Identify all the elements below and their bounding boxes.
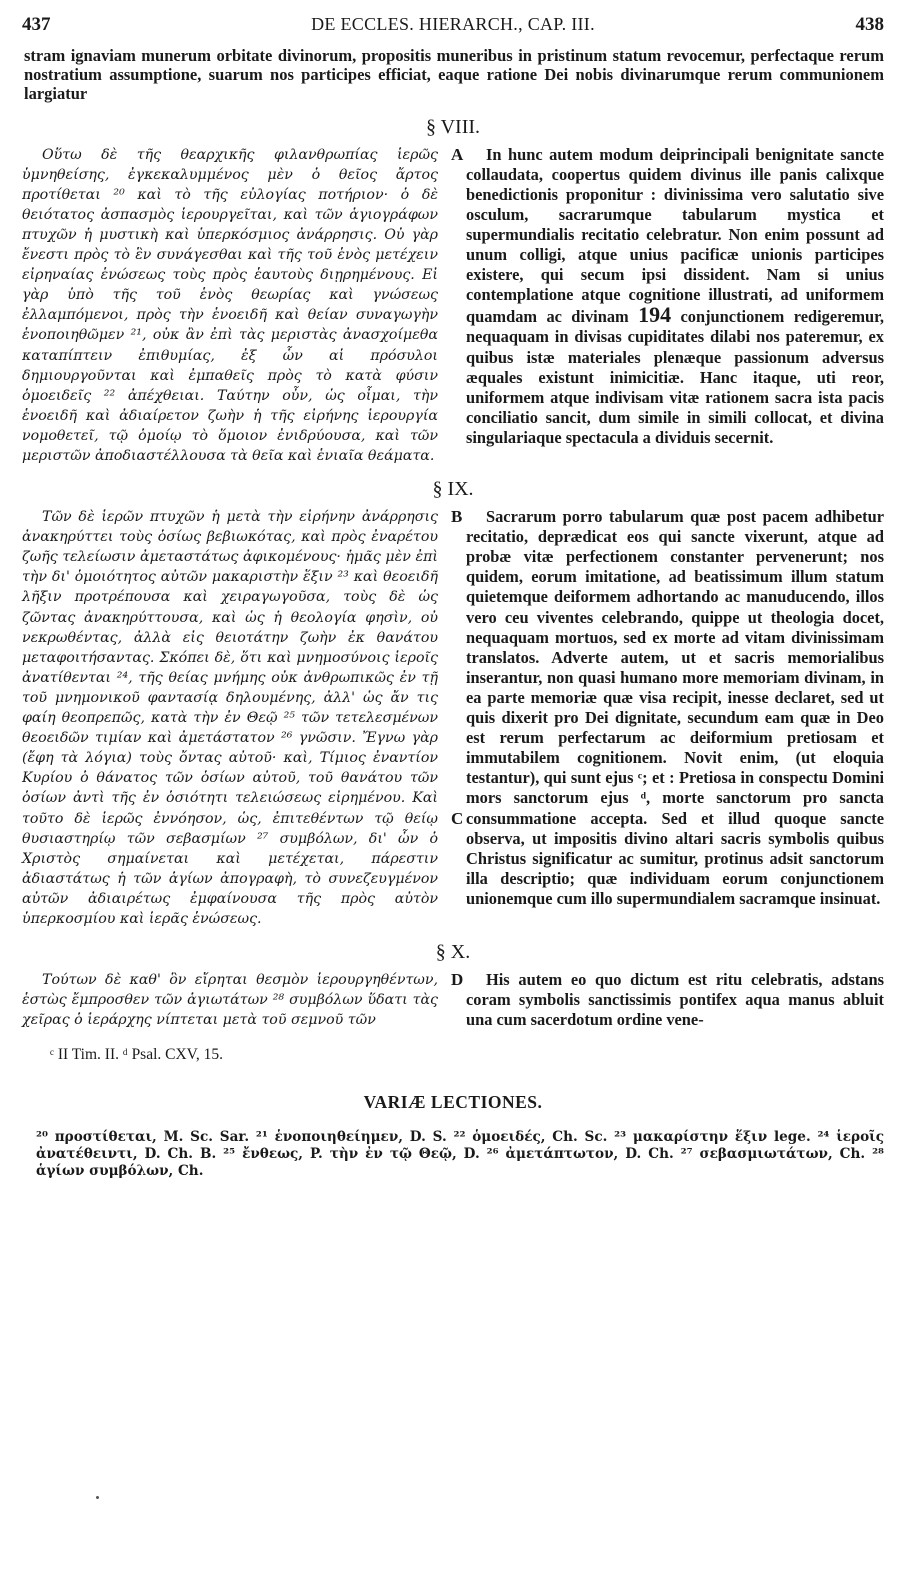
margin-marker-a: A (451, 144, 464, 164)
latin-column-x (466, 970, 884, 1030)
ink-speck (96, 1496, 99, 1499)
latin-text-part: conjunctionem redigeremur, nequaquam in divisas cupiditates dilabi nos pateremur, ex quibus istæ materiales plenæque passionum adversus æquales existunt inimicitiæ. Hanc itaque, uti reor, uniformem atque indivisam vitæ rationem sacra ista pacis conciliatio sancit, dum simile in simili collocat, et divina singulariaque spectacula a dividuis secernit. (466, 307, 884, 447)
margin-marker-c: C (451, 809, 464, 829)
section-heading-x: § X. (435, 941, 471, 964)
latin-column-ix (466, 507, 884, 929)
latin-column-viii (466, 145, 884, 467)
greek-text: Τούτων δὲ καθ' ὃν εἴρηται θεσμὸν ἱερουργηθέντων, ἑστὼς ἔμπροσθεν τῶν ἁγιωτάτων ²⁸ συμβόλων ὕδατι τὰς χεῖρας ὁ ἱεράρχης νίπτεται μετὰ τοῦ σεμνοῦ τῶν (22, 972, 438, 1029)
greek-text: Τῶν δὲ ἱερῶν πτυχῶν ἡ μετὰ τὴν εἰρήνην ἀνάρρησις ἀνακηρύττει τοὺς ὁσίως βεβιωκότας, καὶ πρὸς ἐναρέτου ζωῆς τελείωσιν ἀμεταστάτως ἀφικομένους· ἡμᾶς μὲν ἐπὶ τὴν δι' ὁμοιότητος αὐτῶν μακαριστὴν ἕξιν ²³ καὶ θεοειδῆ λῆξιν προτρέπουσα καὶ χειραγωγοῦσα, τοὺς δὲ ὡς ζῶντας ἀνακηρύττουσα, καὶ ὡς ἡ θεολογία φησὶν, οὐ νεκρωθέντας, ἀλλὰ εἰς θειοτάτην ζωὴν ἐκ θανάτου μεταφοιτήσαντας. Σκόπει δὲ, ὅτι καὶ μνημοσύνοις ἱεροῖς ἀνατίθενται ²⁴, τῆς θείας μνήμης οὐκ ἀνθρωπικῶς ἐν τῇ τοῦ μνημονικοῦ φαντασίᾳ δηλουμένης, ἀλλ' ὡς ἄν τις φαίη θεοπρεπῶς, κατὰ τὴν ἐν Θεῷ ²⁵ τῶν τετελεσμένων θεοειδῶν τιμίαν καὶ ἀμετάστατον ²⁶ γνῶσιν. Ἔγνω γὰρ (ἔφη τὰ λόγια) τοὺς ὄντας αὐτοῦ· καὶ, Τίμιος ἐναντίον Κυρίου ὁ θάνατος τῶν ὁσίων αὐτοῦ, τοῦ θανάτου τῶν ὁσίων ἀντὶ τῆς ἐν ὁσιότητι τελειώσεως εἰρημένου. Καὶ τοῦτο δὲ ἱερῶς ἐννόησον, ὡς, ἐπιτεθέντων τῷ θείῳ θυσιαστηρίῳ τῶν σεβασμίων ²⁷ συμβόλων, δι' ὧν ὁ Χριστὸς σημαίνεται καὶ μετέχεται, πάρεστιν ἀδιαστάτως ἡ τῶν ἁγίων ἀπογραφὴ, τὸ συνεζευγμένον αὐτῶν ἀδιαιρέτως ἐμφαίνουσα τῆς πρὸς αὐτὸν ὑπερκοσμίου καὶ ἱερᾶς ἑνώσεως. (22, 509, 438, 927)
greek-column-x (22, 970, 438, 1030)
right-page-number: 438 (855, 14, 884, 35)
greek-column-ix (22, 507, 438, 929)
greek-text: Οὕτω δὲ τῆς θεαρχικῆς φιλανθρωπίας ἱερῶς ὑμνηθείσης, ἐγκεκαλυμμένος μὲν ὁ θεῖος ἄρτος προτίθεται ²⁰ καὶ τὸ τῆς εὐλογίας ποτήριον· ὁ δὲ θειότατος ἀσπασμὸς ἱερουργεῖται, καὶ τῶν ἁγιογράφων πτυχῶν ἡ μυστικὴ καὶ ὑπερκόσμιος ἀνάρρησις. Οὐ γὰρ ἔνεστι πρὸς τὸ ἓν συνάγεσθαι καὶ τῆς τοῦ ἑνὸς μετέχειν εἰρηναίας ἑνώσεως τοὺς πρὸς ἑαυτοὺς διῃρημένους. Εἰ γὰρ ὑπὸ τῆς τοῦ ἑνὸς θεωρίας καὶ γνώσεως ἐλλαμπόμενοι, πρὸς τὴν ἑνοειδῆ καὶ θείαν συναγωγὴν ἑνοποιηθῶμεν ²¹, οὐκ ἂν ἐπὶ τὰς μεριστὰς ἀνασχοίμεθα καταπίπτειν ἐπιθυμίας, ἐξ ὧν αἱ πρόσυλοι δημιουργοῦνται καὶ ἐμπαθεῖς πρὸς τὸ κατὰ φύσιν ὁμοειδεῖς ²² ἀπέχθειαι. Ταύτην οὖν, ὡς οἶμαι, τὴν ἑνοειδῆ καὶ ἀδιαίρετον ζωὴν ἡ τῆς εἰρήνης ἱερουργία νομοθετεῖ, τῷ ὁμοίῳ τὸ ὅμοιον ἐνιδρύουσα, καὶ τῶν μεριστῶν ἀποδιαστέλλουσα τὰ θεῖα καὶ ἑνιαῖα θεάματα. (22, 146, 438, 465)
greek-column-viii (22, 145, 438, 467)
column-number: 194 (638, 302, 672, 328)
latin-text-part: In hunc autem modum deiprincipali benignitate sancte collaudata, coopertus quidem divinus ille panis calixque benedictionis proponitur : divinissima vero salutatio sive osculum, sacrarumque tabularum mystica et supermundialis recitatio celebratur. Non enim possunt ad unum colligi, atque unius pacificæ unionis participes existere, qui secum ipsi dissident. Nam si unius contemplatione atque cognitione illustrati, ad uniformem quamdam ac divinam (466, 144, 884, 327)
variae-lectiones-title: VARIÆ LECTIONES. (363, 1092, 543, 1113)
margin-marker-d: D (451, 970, 464, 990)
section-viii-columns (22, 144, 884, 526)
section-x-columns (22, 970, 884, 1030)
variae-lectiones-text: ²⁰ προστίθεται, M. Sc. Sar. ²¹ ἑνοποιηθείημεν, D. S. ²² ὁμοειδές, Ch. Sc. ²³ μακαρίστην ἕξιν lege. ²⁴ ἱεροῖς ἀνατέθειντι, D. Ch. B. ²⁵ ἔνθεως, P. τὴν ἐν τῷ Θεῷ, D. ²⁶ ἀμετάπτωτον, D. Ch. ²⁷ σεβασμιωτάτων, Ch. ²⁸ ἁγίων συμβόλων, Ch. (36, 1129, 884, 1180)
left-page-number: 437 (22, 14, 51, 35)
latin-text: Sacrarum porro tabularum quæ post pacem adhibetur recitatio, deprædicat eos qui sancte vixerunt, atque ad probæ vitæ perfectionem constanter pervenerunt; nos quidem, eorum imitatione, ad beatissimum illum statum quietemque deiformem adhortando ac manuducendo, illos vero ceu viventes celebrando, quippe ut theologia docet, nequaquam mortuos, sed ex morte ad vitam divinissimam translatos. Adverte autem, ut et sacris memorialibus inserantur, non quasi humano more memoriam divinam, in ea parte memoriæ quæ visa recipit, inesse declaret, sed ut quis dixerit pro Dei dignitate, secundum eam quæ in Deo est rerum perfectarum ac deiformium pretiosam et immutabilem cognitionem. Novit enim, (ut eloquia testantur), qui sunt ejus ᶜ; et : Pretiosa in conspectu Domini mors sanctorum ejus ᵈ, morte sanctorum pro sancta consummatione accepta. Sed et illud quoque sancte observa, ut impositis divino altari sacris symbolis quibus Christus significatur ac sumitur, protinus adsit sanctorum illa descriptio; quæ individuam eorum conjunctionem unionemque cum illo supermundialem sacramque insinuat. (466, 507, 884, 908)
running-title: DE ECCLES. HIERARCH., CAP. III. (311, 14, 595, 34)
latin-text (466, 145, 884, 448)
latin-text: His autem eo quo dictum est ritu celebratis, adstans coram symbolis sanctissimis pontifex aqua manus abluit una cum sacerdotum ordine vene- (466, 970, 884, 1030)
intro-latin: stram ignaviam munerum orbitate divinorum, propositis muneribus in pristinum statum revocemur, perfectaque rerum nostratium assumptione, suarum nos participes efficiat, eaque ratione Dei nobis divinarumque rerum communionem largiatur (24, 46, 884, 104)
section-ix-columns (22, 507, 884, 929)
section-heading-ix: § IX. (432, 478, 474, 501)
page (22, 14, 884, 1180)
running-header (22, 14, 884, 42)
section-heading-viii: § VIII. (425, 115, 481, 138)
footnotes: ᶜ II Tim. II. ᵈ Psal. CXV, 15. (50, 1046, 224, 1064)
margin-marker-b: B (451, 506, 463, 526)
